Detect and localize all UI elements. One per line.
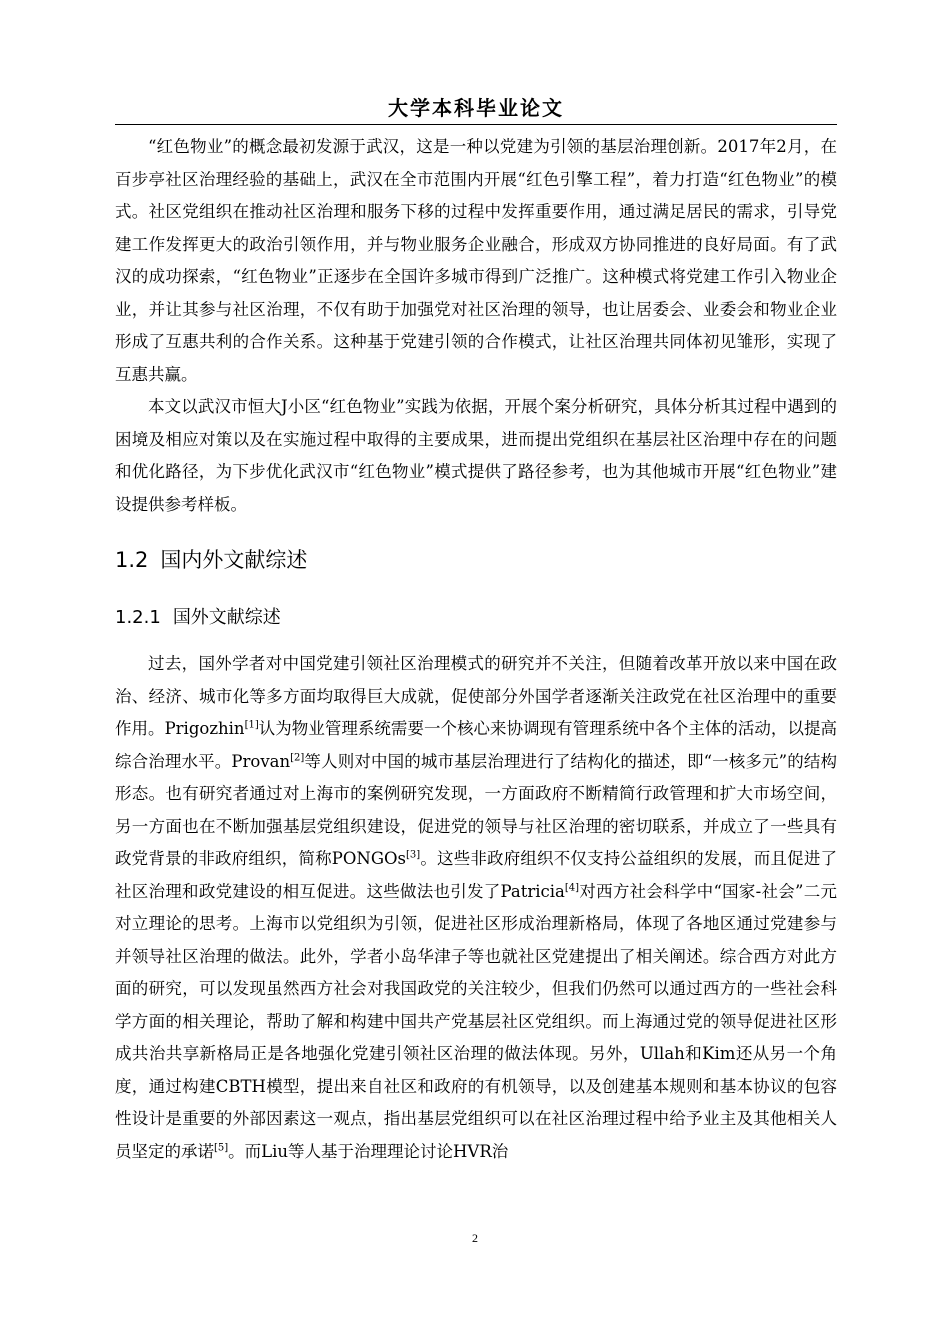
intro-paragraph-2: 本文以武汉市恒大J小区“红色物业”实践为依据，开展个案分析研究，具体分析其过程中遇到的困境及相应对策以及在实施过程中取得的主要成果，进而提出党组织在基层社区治理中存在的问题和优化路径，为下步优化武汉市“红色物业”模式提供了路径参考，也为其他城市开展“红色物业”建设提供参考样板。 bbox=[115, 397, 837, 514]
review-paragraph bbox=[115, 648, 837, 1168]
review-text-4: 。这些非政府组织不仅支持公益组织的发展，而且促进了社区治理和政党建设的相互促进。这些做法也引发了Patricia bbox=[115, 849, 837, 901]
citation-2: [2] bbox=[290, 752, 305, 763]
literature-review-section bbox=[115, 648, 837, 1168]
subsection-number: 1.2.1 bbox=[115, 607, 161, 628]
review-text-5: 对西方社会科学中“国家-社会”二元对立理论的思考。上海市以党组织为引领，促进社区形成治理新格局，体现了各地区通过党建参与并领导社区治理的做法。此外，学者小岛华津子等也就社区党建提出了相关阐述。综合西方对此方面的研究，可以发现虽然西方社会对我国政党的关注较少，但我们仍然可以通过西方的一些社会科学方面的相关理论，帮助了解和构建中国共产党基层社区党组织。而上海通过党的领导促进社区形成共治共享新格局正是各地强化党建引领社区治理的做法体现。另外，Ullah和Kim还从另一个角度，通过构建CBTH模型，提出来自社区和政府的有机领导，以及创建基本规则和基本协议的包容性设计是重要的外部因素这一观点，指出基层党组织可以在社区治理过程中给予业主及其他相关人员坚定的承诺 bbox=[115, 881, 837, 1161]
subsection-heading bbox=[115, 603, 281, 633]
citation-1: [1] bbox=[244, 719, 259, 731]
citation-3: [3] bbox=[406, 849, 421, 861]
citation-5: [5] bbox=[214, 1142, 229, 1153]
section-heading bbox=[115, 544, 307, 576]
section-number: 1.2 bbox=[115, 548, 149, 572]
section-title: 国内外文献综述 bbox=[160, 548, 308, 572]
review-text-3: 等人则对中国的城市基层治理进行了结构化的描述，即“一核多元”的结构形态。也有研究者通过对上海市的案例研究发现，一方面政府不断精简行政管理和扩大市场空间，另一方面也在不断加强基层党组织建设，促进党的领导与社区治理的密切联系，并成立了一些具有政党背景的非政府组织，简称PONGOs bbox=[115, 751, 837, 868]
intro-paragraph-1: “红色物业”的概念最初发源于武汉，这是一种以党建为引领的基层治理创新。2017年2月，在百步亭社区治理经验的基础上，武汉在全市范围内开展“红色引擎工程”，着力打造“红色物业”的模式。社区党组织在推动社区治理和服务下移的过程中发挥重要作用，通过满足居民的需求，引导党建工作发挥更大的政治引领作用，并与物业服务企业融合，形成双方协同推进的良好局面。有了武汉的成功探索，“红色物业”正逐步在全国许多城市得到广泛推广。这种模式将党建工作引入物业企业，并让其参与社区治理，不仅有助于加强党对社区治理的领导，也让居委会、业委会和物业企业形成了互惠共利的合作关系。这种基于党建引领的合作模式，让社区治理共同体初见雏形，实现了互惠共赢。 bbox=[115, 137, 837, 384]
review-text-2: 认为物业管理系统需要一个核心来协调现有管理系统中各个主体的活动，以提高综合治理水平。Provan bbox=[115, 719, 837, 771]
citation-4: [4] bbox=[564, 882, 580, 893]
page-header bbox=[115, 94, 837, 125]
review-text-1: 过去，国外学者对中国党建引领社区治理模式的研究并不关注，但随着改革开放以来中国在政治、经济、城市化等多方面均取得巨大成就，促使部分外国学者逐渐关注政党在社区治理中的重要作用。Prigozhin bbox=[115, 654, 837, 738]
page-number: 2 bbox=[472, 1231, 478, 1245]
subsection-title: 国外文献综述 bbox=[172, 607, 281, 628]
header-title: 大学本科毕业论文 bbox=[388, 96, 564, 120]
intro-section bbox=[115, 131, 837, 521]
review-text-6: 。而Liu等人基于治理理论讨论HVR治 bbox=[228, 1141, 509, 1161]
